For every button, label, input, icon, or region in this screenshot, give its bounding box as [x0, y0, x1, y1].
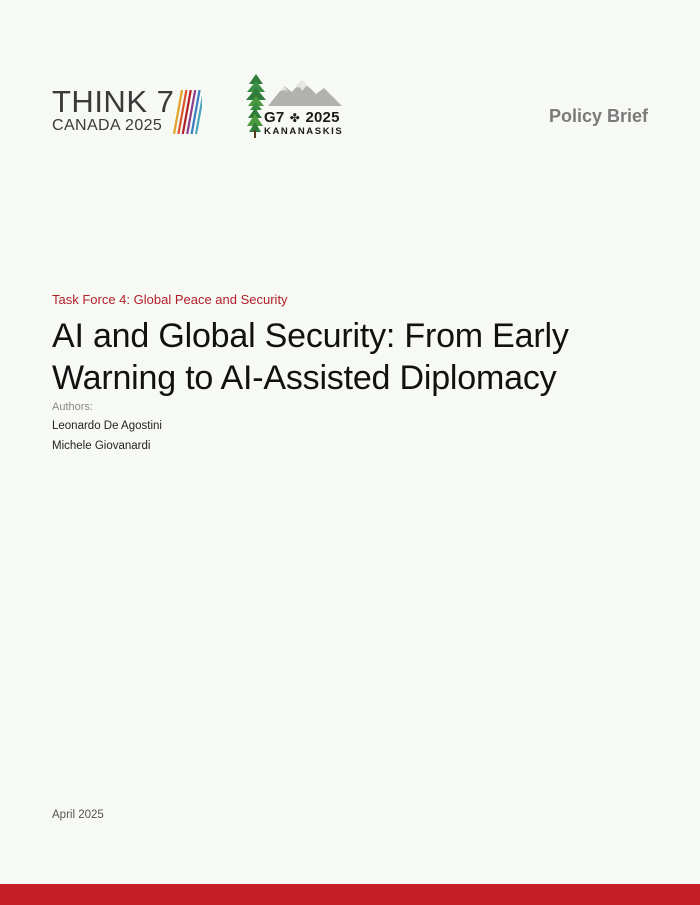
think7-stripe [178, 90, 186, 134]
think7-logo [52, 86, 202, 138]
g7-logo-g7: G7 [264, 109, 285, 126]
think7-stripes-icon [172, 90, 202, 134]
g7-logo-title [264, 110, 340, 126]
publication-date: April 2025 [52, 809, 104, 821]
think7-stripe [174, 90, 182, 134]
g7-kananaskis-logo [244, 72, 346, 140]
author-name: Michele Giovanardi [52, 440, 151, 452]
author-name: Leonardo De Agostini [52, 420, 162, 432]
g7-logo-location: KANANASKIS [264, 126, 344, 137]
tree-trunk-icon [244, 72, 266, 140]
authors-label: Authors: [52, 401, 93, 413]
document-title: AI and Global Security: From Early Warning to AI-Assisted Diplomacy [52, 317, 569, 397]
think7-logo-line1: THINK 7 [52, 84, 175, 119]
document-type-label: Policy Brief [548, 106, 648, 126]
footer-color-bar [0, 884, 700, 905]
maple-leaf-icon: ✤ [289, 111, 301, 125]
g7-logo-year: 2025 [305, 109, 340, 126]
think7-stripe [183, 90, 191, 134]
think7-stripe [192, 90, 200, 134]
task-force-label: Task Force 4: Global Peace and Security [52, 292, 288, 307]
think7-logo-line2: CANADA 2025 [52, 117, 163, 134]
think7-stripe [187, 90, 195, 134]
